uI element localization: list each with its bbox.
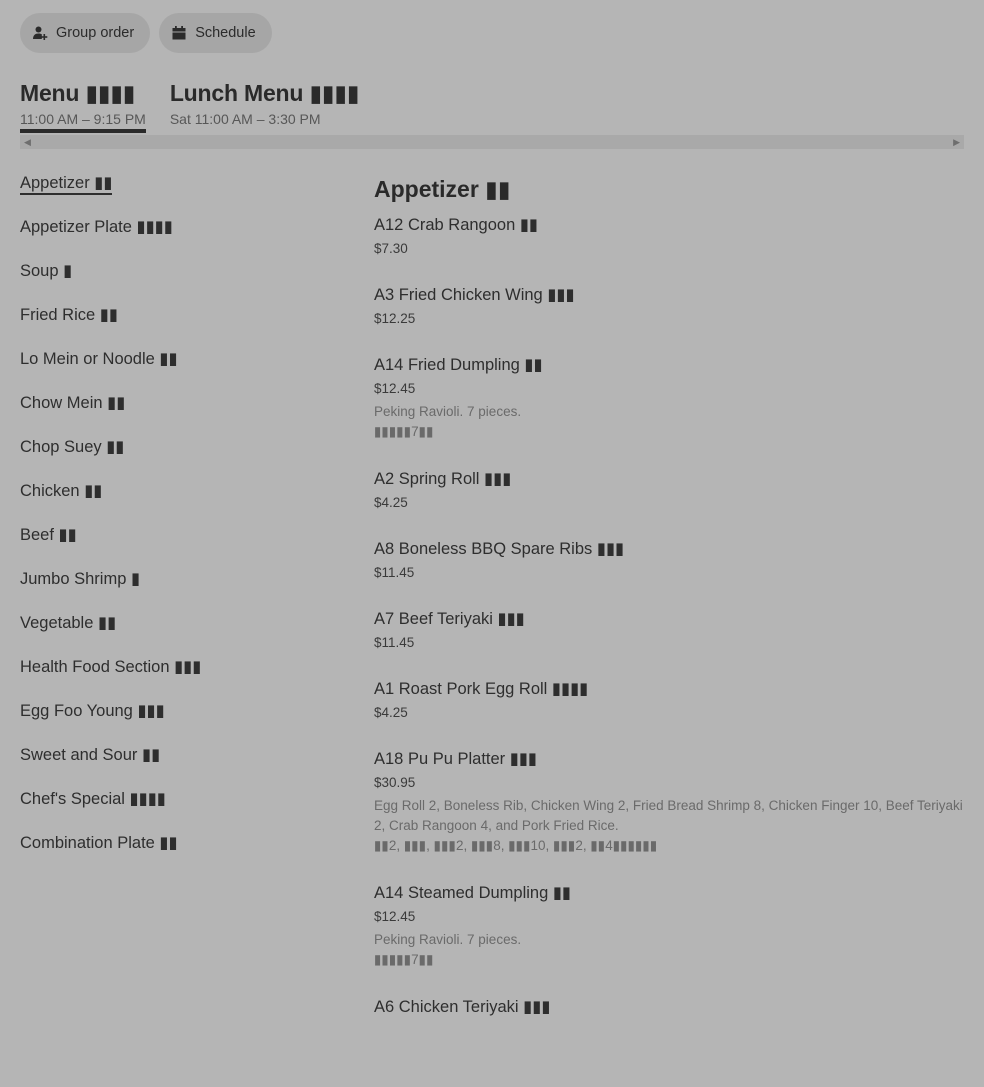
category-label: Lo Mein or Noodle ▮▮ [20, 350, 178, 368]
menu-item[interactable] [374, 214, 964, 258]
item-description [374, 930, 964, 970]
item-name: A6 Chicken Teriyaki ▮▮▮ [374, 998, 551, 1016]
category-item[interactable] [20, 610, 350, 654]
item-desc-cn: ▮▮2, ▮▮▮, ▮▮▮2, ▮▮▮8, ▮▮▮10, ▮▮▮2, ▮▮4▮▮▮▮▮▮ [374, 838, 658, 853]
category-item[interactable] [20, 170, 350, 214]
menu-tabs [20, 78, 359, 133]
scroll-left-icon[interactable]: ◀ [24, 137, 31, 147]
category-item[interactable] [20, 478, 350, 522]
category-item[interactable] [20, 302, 350, 346]
item-desc-cn: ▮▮▮▮▮7▮▮ [374, 424, 434, 439]
item-name: A12 Crab Rangoon ▮▮ [374, 216, 539, 234]
category-item[interactable] [20, 742, 350, 786]
item-price: $7.30 [374, 241, 408, 256]
category-label: Fried Rice ▮▮ [20, 306, 118, 324]
item-price: $12.45 [374, 381, 416, 396]
item-desc-en: Peking Ravioli. 7 pieces. [374, 932, 522, 947]
item-name: A7 Beef Teriyaki ▮▮▮ [374, 610, 525, 628]
category-label: Soup ▮ [20, 262, 73, 280]
item-price: $30.95 [374, 775, 416, 790]
menu-title: Menu ▮▮▮▮ [20, 80, 136, 106]
menu-item[interactable] [374, 538, 964, 582]
category-label: Chicken ▮▮ [20, 482, 103, 500]
item-price: $11.45 [374, 635, 415, 650]
menu-title: Lunch Menu ▮▮▮▮ [169, 80, 360, 106]
menu-item[interactable] [374, 882, 964, 970]
item-price: $4.25 [374, 705, 408, 720]
section-title: Appetizer ▮▮ [374, 176, 511, 202]
category-item[interactable] [20, 654, 350, 698]
item-desc-en: Peking Ravioli. 7 pieces. [374, 404, 522, 419]
menu-item[interactable] [374, 678, 964, 722]
menu-item[interactable] [374, 284, 964, 328]
category-label: Sweet and Sour ▮▮ [20, 746, 161, 764]
item-name: A14 Fried Dumpling ▮▮ [374, 356, 543, 374]
category-item[interactable] [20, 830, 350, 874]
group-order-button[interactable] [20, 13, 150, 53]
menu-item[interactable] [374, 748, 964, 856]
schedule-button[interactable] [159, 13, 271, 53]
add-person-icon [32, 25, 48, 41]
category-item[interactable] [20, 346, 350, 390]
group-order-label: Group order [56, 25, 135, 41]
category-label: Appetizer ▮▮ [20, 174, 112, 195]
item-price: $12.45 [374, 909, 416, 924]
item-desc-cn: ▮▮▮▮▮7▮▮ [374, 952, 434, 967]
category-label: Health Food Section ▮▮▮ [20, 658, 202, 676]
category-item[interactable] [20, 698, 350, 742]
item-name: A3 Fried Chicken Wing ▮▮▮ [374, 286, 575, 304]
category-label: Chow Mein ▮▮ [20, 394, 126, 412]
menu-hours: 11:00 AM – 9:15 PM [20, 111, 146, 127]
item-desc-en: Egg Roll 2, Boneless Rib, Chicken Wing 2, Fried Bread Shrimp 8, Chicken Finger 10, Beef Teriyaki 2, Crab Rangoon 4, and Pork Fried Rice. [374, 798, 963, 833]
calendar-icon [171, 25, 187, 41]
item-name: A1 Roast Pork Egg Roll ▮▮▮▮ [374, 680, 589, 698]
menu-section [374, 172, 964, 1044]
tab-menu[interactable] [20, 78, 146, 133]
item-name: A8 Boneless BBQ Spare Ribs ▮▮▮ [374, 540, 625, 558]
category-nav [20, 170, 350, 874]
item-price: $11.45 [374, 565, 415, 580]
category-label: Beef ▮▮ [20, 526, 77, 544]
item-name: A2 Spring Roll ▮▮▮ [374, 470, 512, 488]
category-label: Combination Plate ▮▮ [20, 834, 178, 852]
category-label: Appetizer Plate ▮▮▮▮ [20, 218, 173, 236]
category-label: Vegetable ▮▮ [20, 614, 117, 632]
category-item[interactable] [20, 434, 350, 478]
category-label: Chef's Special ▮▮▮▮ [20, 790, 166, 808]
category-label: Egg Foo Young ▮▮▮ [20, 702, 165, 720]
item-price: $12.25 [374, 311, 416, 326]
schedule-label: Schedule [195, 25, 256, 41]
category-item[interactable] [20, 566, 350, 610]
menu-item[interactable] [374, 996, 964, 1018]
category-label: Jumbo Shrimp ▮ [20, 570, 141, 588]
item-description [374, 796, 964, 856]
category-label: Chop Suey ▮▮ [20, 438, 125, 456]
category-item[interactable] [20, 390, 350, 434]
category-item[interactable] [20, 786, 350, 830]
menu-item[interactable] [374, 608, 964, 652]
category-item[interactable] [20, 258, 350, 302]
top-actions [20, 13, 272, 53]
horizontal-scrollbar[interactable] [20, 135, 964, 149]
item-description [374, 402, 964, 442]
item-name: A18 Pu Pu Platter ▮▮▮ [374, 750, 537, 768]
item-name: A14 Steamed Dumpling ▮▮ [374, 884, 572, 902]
menu-item[interactable] [374, 354, 964, 442]
menu-hours: Sat 11:00 AM – 3:30 PM [169, 111, 321, 127]
category-item[interactable] [20, 522, 350, 566]
scroll-right-icon[interactable]: ▶ [953, 137, 960, 147]
tab-lunch-menu[interactable] [170, 78, 359, 133]
menu-item[interactable] [374, 468, 964, 512]
item-price: $4.25 [374, 495, 408, 510]
category-item[interactable] [20, 214, 350, 258]
